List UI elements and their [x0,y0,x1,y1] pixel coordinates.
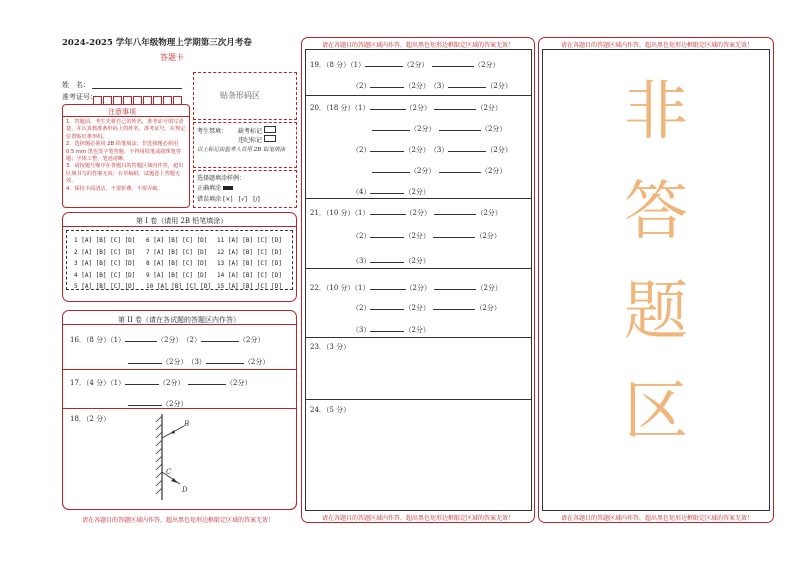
q20-4-blank[interactable] [370,186,404,194]
q17-line1 [70,377,251,388]
q21-2-blank[interactable] [370,230,404,238]
choice-row[interactable]: 6 [A] [B] [C] [D] [146,237,208,244]
fill-correct-label: 正确填涂 [197,185,222,192]
choice-row[interactable]: 8 [A] [B] [C] [D] [146,260,208,267]
score: （2分） [238,336,265,344]
q20-1c-blank[interactable] [372,123,410,131]
choice-row[interactable]: 4 [A] [B] [C] [D] [74,271,136,279]
q20-line1 [310,102,502,113]
choice-row[interactable]: 2 [A] [B] [C] [D] [74,248,136,256]
score: （2分） [476,104,502,112]
q16-2-blank[interactable] [201,334,239,342]
score: （2分） [404,304,427,312]
q22-p2: （2） [352,304,371,312]
q21-1b-blank[interactable] [434,207,476,215]
q20-1-blank[interactable] [370,102,406,110]
warning-text: 请在各题目的答题区域内作答，超出黑色矩形边框限定区域的答案无效！ [322,42,515,49]
q22-1b-blank[interactable] [434,282,476,290]
notes-title: 注意事项 [108,108,136,116]
q18-mirror-diagram[interactable] [150,412,200,502]
q17-2-blank[interactable] [128,398,162,406]
score: （2分） [404,326,430,334]
q22-line1 [310,282,502,293]
choice-col-3[interactable] [217,235,282,293]
choice-col-2[interactable] [146,235,211,293]
q16-3-blank[interactable] [206,356,244,364]
score: （2分） [405,284,428,292]
fill-wrong [197,194,260,203]
q16-label: 16．（8 分）（1） [70,336,126,344]
name-field[interactable] [92,88,182,89]
point-c-label: C [166,468,172,476]
q22-2b-blank[interactable] [433,302,475,310]
q22-1-blank[interactable] [370,282,406,290]
choice-row[interactable]: 9 [A] [B] [C] [D] [146,271,208,279]
q16-line1 [70,334,264,345]
fill-wrong-label: 错误填涂 [197,196,222,203]
q22-3-blank[interactable] [370,324,404,332]
choice-row[interactable]: 13 [A] [B] [C] [D] [217,260,283,267]
warning-text: 请在各题目的答题区域内作答，超出黑色矩形边框限定区域的答案无效！ [561,515,754,522]
choice-row[interactable]: 7 [A] [B] [C] [D] [146,248,208,256]
note-item: 4．保持卡面清洁，不要折叠、不要弄破。 [66,185,163,192]
point-d-label: D [182,486,188,494]
answer-card-subtitle: 答题卡 [160,53,184,62]
non-answer-char: 题 [624,275,688,349]
q19-line1 [310,59,499,70]
q20-1b-blank[interactable] [434,102,476,110]
q22-line2 [352,302,501,313]
q20-3b-blank[interactable] [372,165,410,173]
q20-line3 [352,144,512,155]
score: （2分） [486,82,512,90]
fill-sample-title: 选择题填涂样例： [197,175,246,182]
section2-title: 第 II 卷（请在各试题的答题区内作答） [118,316,240,324]
q21-line1 [310,207,502,218]
score: （2分） [404,257,430,265]
q20-line2 [372,123,506,134]
q16-2b-blank[interactable] [128,356,162,364]
warning-text: 请在各题目的答题区域内作答，超出黑色矩形边框限定区域的答案无效！ [82,517,275,524]
choice-row[interactable]: 15 [A] [B] [C] [D] [217,283,283,290]
note-item: 3．请按题号顺序在各题目的答题区域内作答，超出区域书写的答案无效；在草稿纸、试题卷上答题无效。 [66,163,184,185]
score: （2分） [403,61,426,69]
score: （2分） [475,304,501,312]
note-item: 1．答题前，考生先将自己的姓名，准考证号填写清楚，并认真核准条形码上的姓名、准考证号，在规定位置贴好条形码。 [66,119,186,140]
q20-1d-blank[interactable] [439,123,481,131]
score: （2分） [159,379,182,387]
score: （2分） [486,146,512,154]
score: （2分） [404,82,427,90]
q22-2-blank[interactable] [370,302,404,310]
score: （2分） [243,358,270,366]
score: （2分） [476,209,502,217]
score: （2分） [404,146,427,154]
choice-row[interactable]: 11 [A] [B] [C] [D] [217,237,283,244]
warning-text: 请在各题目的答题区域内作答，超出黑色矩形边框限定区域的答案无效！ [561,42,754,49]
wrong-marks: [×] [√] [/] [222,196,260,203]
q20-p4: （4） [352,188,371,196]
q22-p3: （3） [352,326,371,334]
q21-p2: （2） [352,232,371,240]
q16-p2: （2） [186,336,201,344]
score: （2分） [476,284,502,292]
q17-label: 17．（4 分）（1） [70,379,126,387]
score: （2分） [475,232,501,240]
q20-label: 20．（18 分）（1） [310,104,370,112]
name-label: 姓 名： [62,81,90,89]
choice-row[interactable]: 12 [A] [B] [C] [D] [217,248,283,256]
score: （2分） [404,232,427,240]
score: （2分） [162,400,188,408]
absent-label: 缺考标记 [238,128,263,135]
q20-3-blank[interactable] [448,144,486,152]
score: （2分） [226,379,252,387]
q21-label: 21．（10 分）（1） [310,209,370,217]
score: （2分） [474,61,500,69]
q21-line3 [352,255,430,266]
q19-3-blank[interactable] [448,80,486,88]
score: （2分） [404,188,430,196]
choice-row[interactable]: 10 [A] [B] [C] [D] [146,283,212,290]
q19-line2 [352,80,512,91]
q21-2b-blank[interactable] [433,230,475,238]
status-label: 考生禁填： [197,128,228,135]
q22-label: 22．（10 分）（1） [310,284,370,292]
choice-row[interactable]: 5 [A] [B] [C] [D] [74,283,136,290]
score: （2分） [410,167,432,175]
choice-row[interactable]: 1 [A] [B] [C] [D] [74,237,136,244]
non-answer-char: 非 [624,75,688,149]
q17-1-blank[interactable] [125,377,159,385]
q17-1b-blank[interactable] [188,377,226,385]
filled-mark-icon [223,186,233,190]
page-title: 2024-2025 学年八年级物理上学期第三次月考卷 [62,38,252,48]
note-item: 2．选择题必须用 2B 铅笔填涂；非选择题必须用 0.5 mm 黑色签字笔答题，不得用铅笔或圆珠笔答题；字体工整、笔迹清晰。 [66,141,182,163]
q21-line2 [352,230,501,241]
q20-3c-blank[interactable] [439,165,481,173]
choice-col-1[interactable] [74,235,135,293]
violation-label: 违纪标记 [238,137,263,144]
q21-p3: （3） [352,257,371,265]
non-answer-char: 区 [624,375,688,449]
choice-row[interactable]: 14 [A] [B] [C] [D] [217,271,283,279]
q20-line4 [372,165,506,176]
non-answer-char: 答 [624,175,688,249]
q19-p2: （2） [352,82,371,90]
absent-mark[interactable] [238,126,276,135]
exam-id-label: 准考证号： [62,93,97,101]
score: （2分） [410,125,432,133]
score: （2分） [405,104,428,112]
q20-p3: （3） [433,146,449,154]
q23-label[interactable]: 23．（3 分） [310,343,351,351]
q18-label: 18．（2 分） [70,415,111,423]
q19-p3: （3） [433,82,449,90]
section1-title: 第 I 卷（请用 2B 铅笔填涂） [136,217,228,225]
score: （2分） [480,167,507,175]
score: （2分） [405,209,428,217]
score: （2分） [162,358,184,366]
barcode-label: 贴条形码区 [220,91,260,100]
q24-label[interactable]: 24．（5 分） [310,406,351,414]
q16-p3: （3） [190,358,206,366]
q20-p2: （2） [352,146,371,154]
q16-1-blank[interactable] [125,334,157,342]
middle-inner [305,49,532,511]
q19-1-blank[interactable] [365,59,403,67]
status-note: 以上标记由监考人员用 2B 铅笔填涂 [197,147,286,153]
q20-2-blank[interactable] [370,144,404,152]
q20-line5 [352,186,430,197]
q16-line2 [128,356,269,367]
point-b-label: B [184,420,190,428]
fill-correct [197,183,233,192]
score: （2分） [480,125,507,133]
q21-3-blank[interactable] [370,255,404,263]
notes-list [66,119,186,193]
q22-line3 [352,324,430,335]
q19-1b-blank[interactable] [432,59,474,67]
violation-mark[interactable] [238,135,276,144]
q19-label: 19．（8 分）（1） [310,61,366,69]
q21-1-blank[interactable] [370,207,406,215]
choice-row[interactable]: 3 [A] [B] [C] [D] [74,260,136,267]
warning-text: 请在各题目的答题区域内作答，超出黑色矩形边框限定区域的答案无效！ [322,515,515,522]
q19-2-blank[interactable] [370,80,404,88]
score: （2分） [157,336,180,344]
